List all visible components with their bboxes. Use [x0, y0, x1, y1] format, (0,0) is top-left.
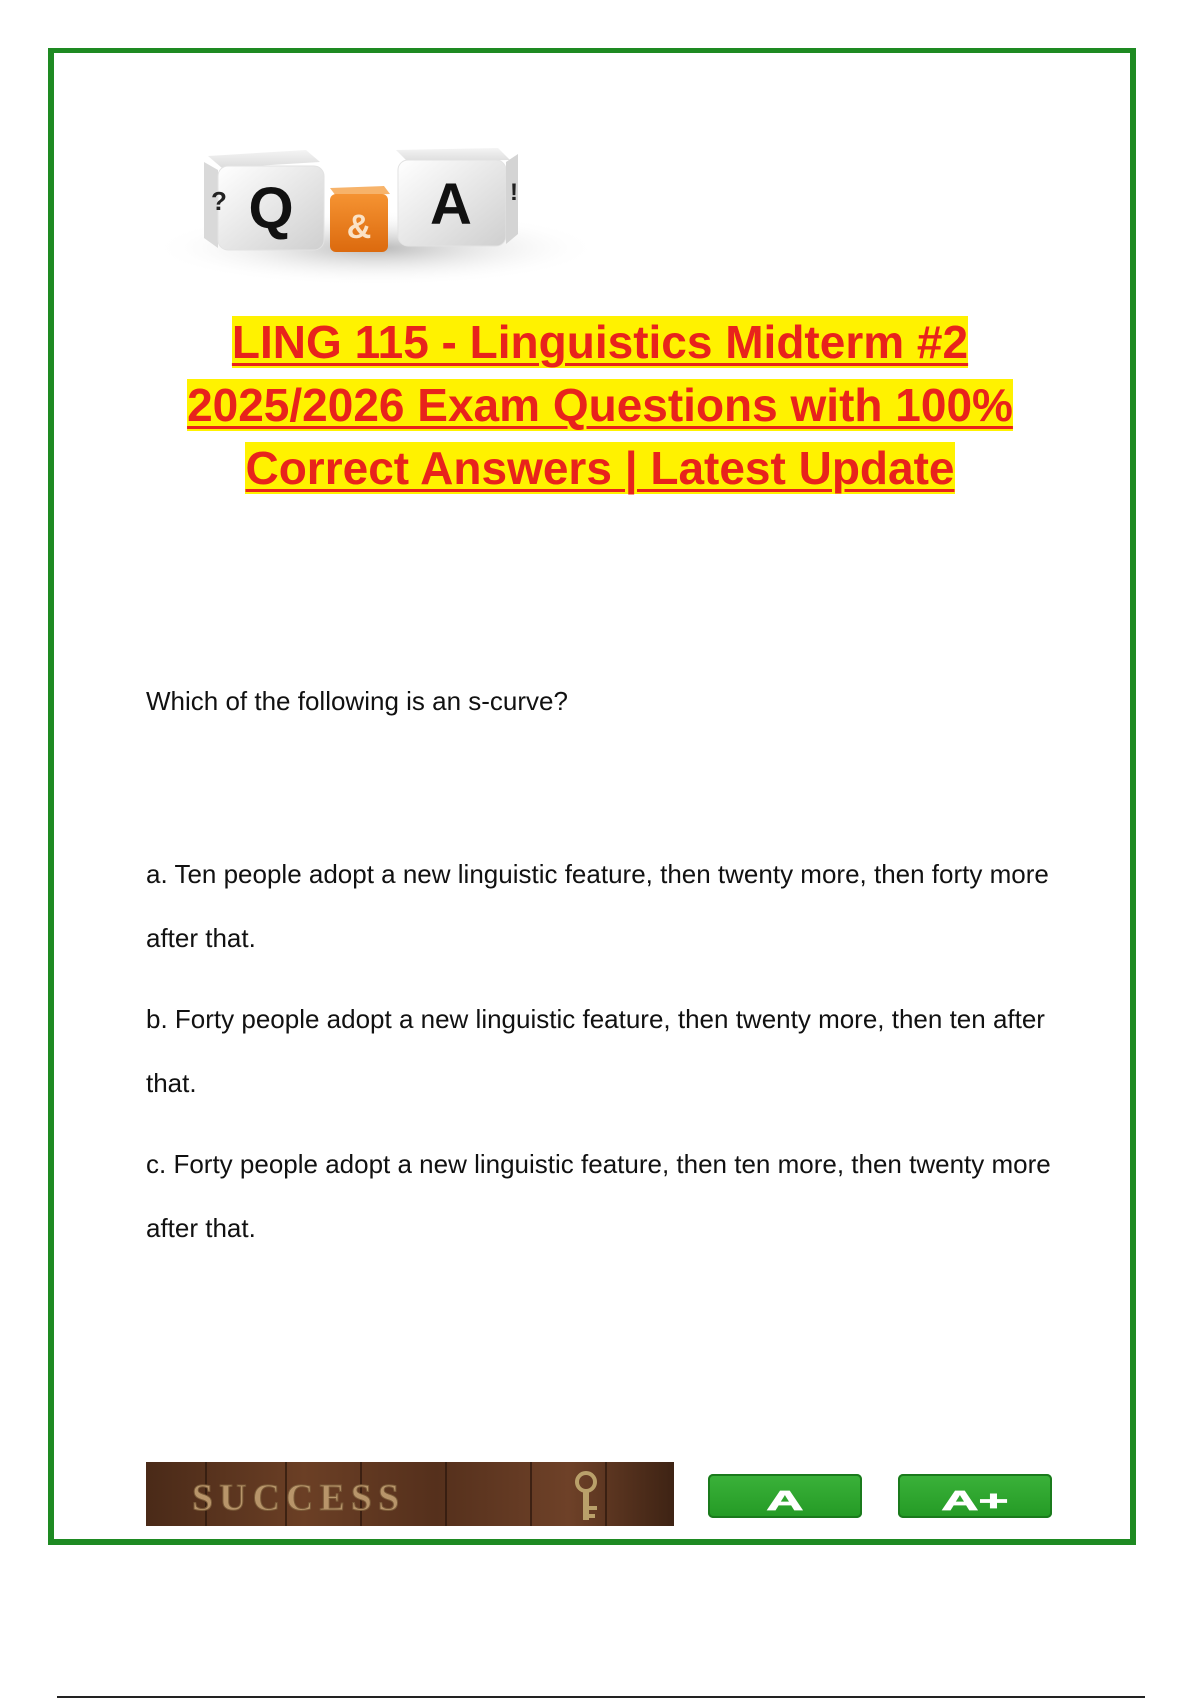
q-die-icon	[204, 150, 324, 250]
svg-text:&: &	[346, 208, 372, 246]
success-banner-icon	[146, 1462, 674, 1526]
document-title	[150, 311, 1050, 500]
grade-a-badge	[708, 1474, 862, 1518]
title-line-1: LING 115 - Linguistics Midterm #2	[231, 316, 969, 368]
title-line-2: 2025/2026 Exam Questions with 100%	[187, 379, 1013, 431]
a-die-icon	[396, 148, 518, 246]
svg-text:A: A	[766, 1485, 804, 1516]
question-text: Which of the following is an s-curve?	[146, 686, 568, 716]
svg-text:A: A	[430, 172, 472, 237]
svg-text:A+: A+	[941, 1485, 1009, 1516]
option-c: c. Forty people adopt a new linguistic feature, then ten more, then twenty more after that.	[146, 1149, 1051, 1243]
page-bottom-rule	[57, 1696, 1145, 1698]
svg-text:Q: Q	[248, 176, 294, 241]
svg-text:?: ?	[211, 186, 227, 216]
answer-options	[146, 842, 1066, 1277]
title-line-3: Correct Answers | Latest Update	[245, 442, 955, 494]
svg-text:!: !	[510, 179, 518, 206]
ampersand-die-icon	[330, 186, 390, 252]
q-and-a-dice-icon	[146, 78, 600, 303]
grade-a-plus-badge	[898, 1474, 1052, 1518]
option-a: a. Ten people adopt a new linguistic feature, then twenty more, then forty more after that.	[146, 859, 1049, 953]
option-b: b. Forty people adopt a new linguistic feature, then twenty more, then ten after that.	[146, 1004, 1045, 1098]
svg-text:SUCCESS: SUCCESS	[192, 1477, 406, 1519]
